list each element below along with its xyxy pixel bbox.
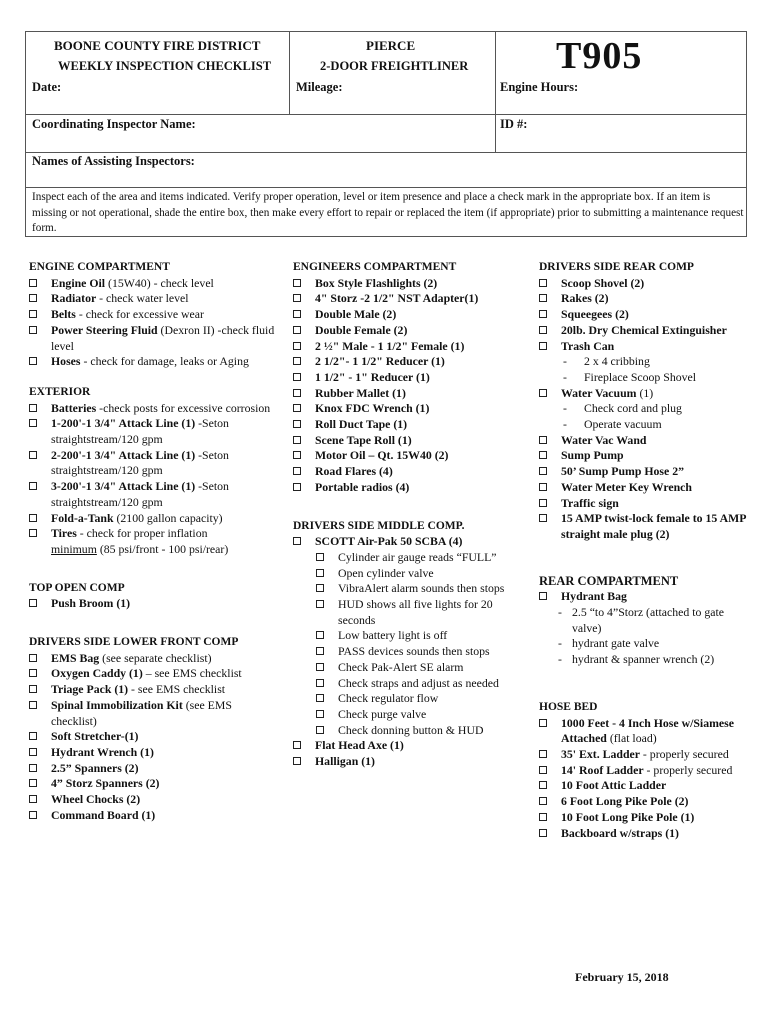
checkbox[interactable]	[293, 389, 301, 397]
checkbox[interactable]	[293, 342, 301, 350]
checklist-item: Water Vac Wand	[539, 433, 754, 449]
dash-item: - Check cord and plug	[563, 401, 682, 416]
checklist-item: Hydrant Bag	[539, 589, 754, 605]
checklist-item: Roll Duct Tape (1)	[293, 417, 518, 433]
checkbox[interactable]	[316, 600, 324, 608]
sub-check-item: Check Pak-Alert SE alarm	[293, 660, 518, 676]
unit-number: T905	[556, 35, 643, 77]
checkbox[interactable]	[539, 514, 547, 522]
checklist-item: 4” Storz Spanners (2)	[29, 776, 279, 792]
footer-date: February 15, 2018	[575, 970, 669, 984]
checkbox[interactable]	[316, 663, 324, 671]
checklist-item: Road Flares (4)	[293, 464, 518, 480]
checkbox[interactable]	[293, 420, 301, 428]
assisting-inspectors-label: Names of Assisting Inspectors:	[32, 154, 195, 168]
checklist-item: 35' Ext. Ladder - properly secured	[539, 747, 754, 763]
dash-item: - 2.5 “to 4”Storz (attached to gate valve)	[558, 605, 724, 635]
dash-item: - Operate vacuum	[563, 417, 662, 432]
divider	[26, 114, 746, 115]
checklist-item: Triage Pack (1) - see EMS checklist	[29, 682, 279, 698]
checkbox[interactable]	[29, 764, 37, 772]
checklist-item: Batteries -check posts for excessive corrosion	[29, 401, 279, 417]
checkbox[interactable]	[29, 599, 37, 607]
checkbox[interactable]	[29, 795, 37, 803]
checkbox[interactable]	[29, 811, 37, 819]
checklist-item: 1 1/2" - 1" Reducer (1)	[293, 370, 518, 386]
checkbox[interactable]	[29, 294, 37, 302]
checkbox[interactable]	[539, 719, 547, 727]
instructions: Inspect each of the area and items indicated. Verify proper operation, level or item presence and place a check mark in the appropriate box. If an item is missing or not operational, shade the entire box, then make every effort to repair or replaced the item (if appropriate) prior to submitting a maintenance request form.	[32, 191, 744, 234]
sub-check-item: Cylinder air gauge reads “FULL”	[293, 550, 518, 566]
checkbox[interactable]	[29, 701, 37, 709]
checklist-item: SCOTT Air-Pak 50 SCBA (4)	[293, 534, 518, 550]
checkbox[interactable]	[539, 750, 547, 758]
checklist-item: Portable radios (4)	[293, 480, 518, 496]
checkbox[interactable]	[293, 357, 301, 365]
sub-check-item: VibraAlert alarm sounds then stops	[293, 581, 518, 597]
checkbox[interactable]	[293, 483, 301, 491]
checklist-item: Radiator - check water level	[29, 291, 279, 307]
checkbox[interactable]	[293, 326, 301, 334]
vehicle-model: 2-DOOR FREIGHTLINER	[320, 59, 469, 73]
checkbox[interactable]	[539, 813, 547, 821]
checkbox[interactable]	[293, 467, 301, 475]
checkbox[interactable]	[29, 669, 37, 677]
divider	[26, 152, 746, 153]
checklist-item: Scoop Shovel (2)	[539, 276, 754, 292]
checkbox[interactable]	[293, 404, 301, 412]
checkbox[interactable]	[316, 694, 324, 702]
checklist-item: Motor Oil – Qt. 15W40 (2)	[293, 448, 518, 464]
checklist-title: WEEKLY INSPECTION CHECKLIST	[58, 59, 272, 73]
sub-check-item: HUD shows all five lights for 20 seconds	[293, 597, 518, 628]
checkbox[interactable]	[29, 654, 37, 662]
checkbox[interactable]	[539, 592, 547, 600]
sub-check-item: Check donning button & HUD	[293, 723, 518, 739]
checkbox[interactable]	[293, 373, 301, 381]
id-label: ID #:	[500, 117, 528, 131]
checklist-item: 3-200'-1 3/4" Attack Line (1) -Seton straightstream/120 gpm	[29, 479, 279, 510]
checkbox[interactable]	[29, 514, 37, 522]
checklist-item: Backboard w/straps (1)	[539, 826, 754, 842]
section-title: ENGINE COMPARTMENT	[29, 261, 170, 273]
mileage-label: Mileage:	[296, 80, 343, 94]
checkbox[interactable]	[539, 342, 547, 350]
sub-check-item: Check regulator flow	[293, 691, 518, 707]
checklist-item: 2.5” Spanners (2)	[29, 761, 279, 777]
checklist-item: Hoses - check for damage, leaks or Aging	[29, 354, 279, 370]
checklist-item: Water Vacuum (1)	[539, 386, 754, 402]
checkbox[interactable]	[29, 748, 37, 756]
checklist-item: 20lb. Dry Chemical Extinguisher	[539, 323, 754, 339]
checklist-item: Traffic sign	[539, 496, 754, 512]
checkbox[interactable]	[316, 584, 324, 592]
checklist-item: Power Steering Fluid (Dexron II) -check fluid level	[29, 323, 279, 354]
checkbox[interactable]	[293, 436, 301, 444]
checklist-item: Water Meter Key Wrench	[539, 480, 754, 496]
checklist-item: Hydrant Wrench (1)	[29, 745, 279, 761]
checklist-item: 1-200'-1 3/4" Attack Line (1) -Seton straightstream/120 gpm	[29, 416, 279, 447]
checkbox[interactable]	[29, 326, 37, 334]
sub-check-item: Open cylinder valve	[293, 566, 518, 582]
column-3	[539, 260, 754, 841]
divider	[26, 187, 746, 188]
checklist-item: Squeegees (2)	[539, 307, 754, 323]
checkbox[interactable]	[539, 766, 547, 774]
checkbox[interactable]	[539, 389, 547, 397]
checkbox[interactable]	[539, 436, 547, 444]
checklist-item: Rubber Mallet (1)	[293, 386, 518, 402]
checklist-item: 14' Roof Ladder - properly secured	[539, 763, 754, 779]
checkbox[interactable]	[293, 741, 301, 749]
section-title: DRIVERS SIDE MIDDLE COMP.	[293, 519, 465, 532]
checklist-item: 10 Foot Attic Ladder	[539, 778, 754, 794]
checkbox[interactable]	[29, 685, 37, 693]
checkbox[interactable]	[539, 326, 547, 334]
divider	[495, 32, 496, 152]
date-label: Date:	[32, 80, 62, 94]
checkbox[interactable]	[29, 310, 37, 318]
column-2	[293, 260, 518, 770]
dash-item: - 2 x 4 cribbing	[563, 354, 650, 369]
checkbox[interactable]	[29, 357, 37, 365]
checkbox[interactable]	[29, 732, 37, 740]
tires-note: minimum (85 psi/front - 100 psi/rear)	[51, 541, 229, 556]
checklist-item: 2 ½" Male - 1 1/2" Female (1)	[293, 339, 518, 355]
checkbox[interactable]	[29, 404, 37, 412]
checklist-item: Trash Can	[539, 339, 754, 355]
section-title: REAR COMPARTMENT	[539, 573, 679, 588]
coordinating-inspector-label: Coordinating Inspector Name:	[32, 117, 196, 131]
checklist-item: Box Style Flashlights (2)	[293, 276, 518, 292]
dash-item: - hydrant gate valve	[558, 636, 660, 651]
sub-check-item: PASS devices sounds then stops	[293, 644, 518, 660]
checkbox[interactable]	[293, 279, 301, 287]
checkbox[interactable]	[316, 726, 324, 734]
vehicle-make: PIERCE	[366, 38, 416, 53]
section-title: ENGINEERS COMPARTMENT	[293, 261, 457, 273]
section-title: TOP OPEN COMP	[29, 581, 125, 594]
checklist-item: 15 AMP twist-lock female to 15 AMP straight male plug (2)	[539, 511, 754, 542]
checkbox[interactable]	[316, 553, 324, 561]
checklist-item: Fold-a-Tank (2100 gallon capacity)	[29, 511, 279, 527]
checkbox[interactable]	[316, 679, 324, 687]
checkbox[interactable]	[539, 781, 547, 789]
sub-check-item: Check purge valve	[293, 707, 518, 723]
checklist-item: 2-200'-1 3/4" Attack Line (1) -Seton straightstream/120 gpm	[29, 448, 279, 479]
checkbox[interactable]	[316, 710, 324, 718]
sub-check-item: Low battery light is off	[293, 628, 518, 644]
checkbox[interactable]	[293, 451, 301, 459]
section-title: HOSE BED	[539, 700, 598, 713]
checklist-item: Wheel Chocks (2)	[29, 792, 279, 808]
checkbox[interactable]	[539, 829, 547, 837]
section-title: EXTERIOR	[29, 385, 91, 398]
checkbox[interactable]	[29, 419, 37, 427]
checkbox[interactable]	[293, 310, 301, 318]
checklist-item: 50’ Sump Pump Hose 2”	[539, 464, 754, 480]
section-title: DRIVERS SIDE REAR COMP	[539, 261, 694, 273]
checkbox[interactable]	[29, 451, 37, 459]
checklist-item: Double Female (2)	[293, 323, 518, 339]
checklist-item: 2 1/2"- 1 1/2" Reducer (1)	[293, 354, 518, 370]
checkbox[interactable]	[539, 294, 547, 302]
checklist-item: Command Board (1)	[29, 808, 279, 824]
checkbox[interactable]	[316, 631, 324, 639]
checkbox[interactable]	[29, 779, 37, 787]
checklist-item: Soft Stretcher-(1)	[29, 729, 279, 745]
checklist-item: Scene Tape Roll (1)	[293, 433, 518, 449]
checkbox[interactable]	[293, 757, 301, 765]
checkbox[interactable]	[539, 483, 547, 491]
checklist-item: 10 Foot Long Pike Pole (1)	[539, 810, 754, 826]
dash-item: - hydrant & spanner wrench (2)	[558, 652, 715, 667]
dash-item: - Fireplace Scoop Shovel	[563, 369, 697, 384]
checkbox[interactable]	[29, 279, 37, 287]
checkbox[interactable]	[316, 647, 324, 655]
checkbox[interactable]	[539, 797, 547, 805]
checklist-item: Oxygen Caddy (1) – see EMS checklist	[29, 666, 279, 682]
checkbox[interactable]	[539, 467, 547, 475]
section-title: DRIVERS SIDE LOWER FRONT COMP	[29, 636, 239, 649]
checklist-item: Spinal Immobilization Kit (see EMS checklist)	[29, 698, 279, 729]
checkbox[interactable]	[29, 529, 37, 537]
checkbox[interactable]	[539, 279, 547, 287]
checklist-item: Push Broom (1)	[29, 596, 279, 612]
checklist-item: Halligan (1)	[293, 754, 518, 770]
checkbox[interactable]	[539, 451, 547, 459]
checklist-item: 4" Storz -2 1/2" NST Adapter(1)	[293, 291, 518, 307]
checklist-item: Engine Oil (15W40) - check level	[29, 276, 279, 292]
checklist-item: Knox FDC Wrench (1)	[293, 401, 518, 417]
checkbox[interactable]	[316, 569, 324, 577]
checklist-item: Sump Pump	[539, 448, 754, 464]
checklist-item: 6 Foot Long Pike Pole (2)	[539, 794, 754, 810]
checklist-item: 1000 Feet - 4 Inch Hose w/Siamese Attached (flat load)	[539, 716, 754, 747]
checkbox[interactable]	[539, 310, 547, 318]
sub-check-item: Check straps and adjust as needed	[293, 676, 518, 692]
checklist-item: Belts - check for excessive wear	[29, 307, 279, 323]
checkbox[interactable]	[29, 482, 37, 490]
checkbox[interactable]	[293, 537, 301, 545]
district-name: BOONE COUNTY FIRE DISTRICT	[54, 38, 261, 53]
checklist-item: Double Male (2)	[293, 307, 518, 323]
column-1	[29, 260, 279, 824]
engine-hours-label: Engine Hours:	[500, 80, 579, 94]
checklist-item: Flat Head Axe (1)	[293, 738, 518, 754]
checklist-item: EMS Bag (see separate checklist)	[29, 651, 279, 667]
checklist-item: Tires - check for proper inflation	[29, 526, 279, 542]
checklist-item: Rakes (2)	[539, 291, 754, 307]
checkbox[interactable]	[293, 294, 301, 302]
divider	[289, 32, 290, 114]
checkbox[interactable]	[539, 499, 547, 507]
